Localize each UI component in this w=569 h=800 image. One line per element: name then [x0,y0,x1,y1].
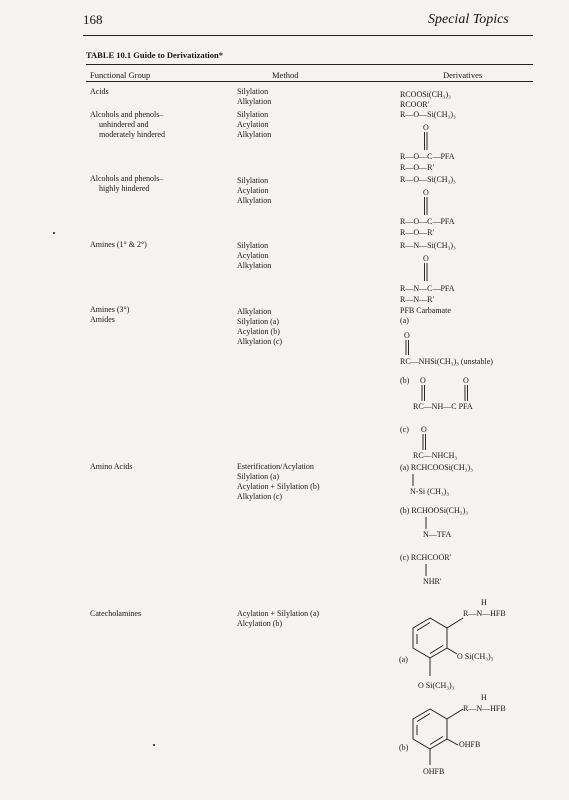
derivative-chain: R—N—HFB [463,704,506,713]
double-bond [420,197,432,217]
derivative-substituent: OHFB [423,767,445,776]
derivative-item: RC—NHCH₃ [413,451,458,460]
derivative-substituent: OHFB [459,740,481,749]
method-item: Acylation [237,251,269,260]
method-item: Silylation [237,176,269,185]
derivative-substituent: N-Si (CH₃)₃ [410,487,450,496]
derivative-substituent: O Si(CH₃)₃ [418,681,455,690]
derivative-item: (a) RCHCOOSi(CH₃)₃ [400,463,473,472]
carbonyl-o: O [463,376,469,385]
header-rule [83,35,533,36]
double-bond [402,340,414,358]
method-item: Acylation [237,186,269,195]
derivative-item: R—O—C—PFA [400,152,455,161]
method-item: Acylation [237,120,269,129]
table-top-rule [86,64,533,65]
method-item: Acylation (b) [237,327,280,336]
single-bond [423,517,429,531]
carbonyl-o: O [423,254,429,263]
method-item: Silylation [237,241,269,250]
column-header-derivatives: Derivatives [443,70,483,80]
derivative-label: (a) [399,655,408,664]
method-item: Alkylation (c) [237,492,283,501]
derivative-substituent: O Si(CH₃)₃ [457,652,494,661]
running-title: Special Topics [428,12,509,27]
method-item: Alkylation (c) [237,337,283,346]
derivative-label: (c) [400,425,409,434]
group-alcohols-hindered: Alcohols and phenols– [90,174,164,183]
derivative-item: (c) RCHCOOR′ [400,553,452,562]
derivative-item: R—N—R′ [400,295,435,304]
derivative-item: R—O—R′ [400,228,435,237]
method-item: Alkylation [237,97,272,106]
method-item: Acylation + Silylation (b) [237,482,320,491]
method-item: Alkylation [237,130,272,139]
group-catecholamines: Catecholamines [90,609,142,618]
method-item: Acylation + Silylation (a) [237,609,320,618]
derivative-item: R—O—Si(CH₃)₃ [400,175,456,184]
table-header-rule [86,81,533,82]
single-bond [410,474,416,488]
column-header-group: Functional Group [90,70,151,80]
method-item: Silylation [237,87,269,96]
group-alcohols-unhindered-line: moderately hindered [99,130,165,139]
carbonyl-o: O [423,123,429,132]
benzene-ring-a [408,606,468,684]
group-amino-acids: Amino Acids [90,462,133,471]
method-item: Silylation [237,110,269,119]
derivative-item: RC—NH—C PFA [413,402,473,411]
method-item: Alkylation [237,307,272,316]
method-item: Silylation (a) [237,472,279,481]
carbonyl-o: O [423,188,429,197]
method-item: Esterification/Acylation [237,462,314,471]
table-title: TABLE 10.1 Guide to Derivatization* [86,50,224,60]
derivative-item: R—O—Si(CH₃)₃ [400,110,456,119]
derivative-substituent: N—TFA [423,530,452,539]
derivative-item: R—O—C—PFA [400,217,455,226]
derivative-label: (b) [400,376,410,385]
group-alcohols-unhindered-line: unhindered and [99,120,149,129]
group-alcohols-hindered-line: highly hindered [99,184,150,193]
carbonyl-o: O [421,425,427,434]
derivative-item: R—O—R′ [400,163,435,172]
group-amines-primary-secondary: Amines (1° & 2°) [90,240,147,249]
derivative-item: R—N—C—PFA [400,284,455,293]
group-amines-tertiary: Amines (3°) [90,305,130,314]
derivative-item: (b) RCHOOSi(CH₃)₃ [400,506,469,515]
group-acids: Acids [90,87,109,96]
derivative-item: RCOOR′ [400,100,430,109]
amine-hydrogen: H [481,693,487,702]
double-bond [420,263,432,283]
group-amides: Amides [90,315,115,324]
carbonyl-o: O [420,376,426,385]
double-bond [420,132,432,152]
derivative-label: (a) [400,316,409,325]
single-bond [423,564,429,578]
derivative-item: RC—NHSi(CH₃)₃ (unstable) [400,357,493,366]
derivative-item: R—N—Si(CH₃)₃ [400,241,456,250]
method-item: Alkylation [237,261,272,270]
group-alcohols-unhindered: Alcohols and phenols– [90,110,164,119]
derivative-substituent: NHR′ [423,577,442,586]
column-header-method: Method [272,70,299,80]
margin-mark [53,232,55,234]
method-item: Alcylation (b) [237,619,283,628]
double-bond [419,434,431,452]
benzene-ring-b [408,701,468,769]
double-bonds [418,385,478,403]
method-item: Silylation (a) [237,317,279,326]
method-item: Alkylation [237,196,272,205]
carbonyl-o: O [404,331,410,340]
derivative-chain: R—N—HFB [463,609,506,618]
derivative-label: (b) [399,743,409,752]
page-number: 168 [83,12,103,27]
derivative-item: PFB Carbamate [400,306,451,315]
amine-hydrogen: H [481,598,487,607]
margin-mark [153,744,155,746]
derivative-item: RCOOSi(CH₃)₃ [400,90,451,99]
